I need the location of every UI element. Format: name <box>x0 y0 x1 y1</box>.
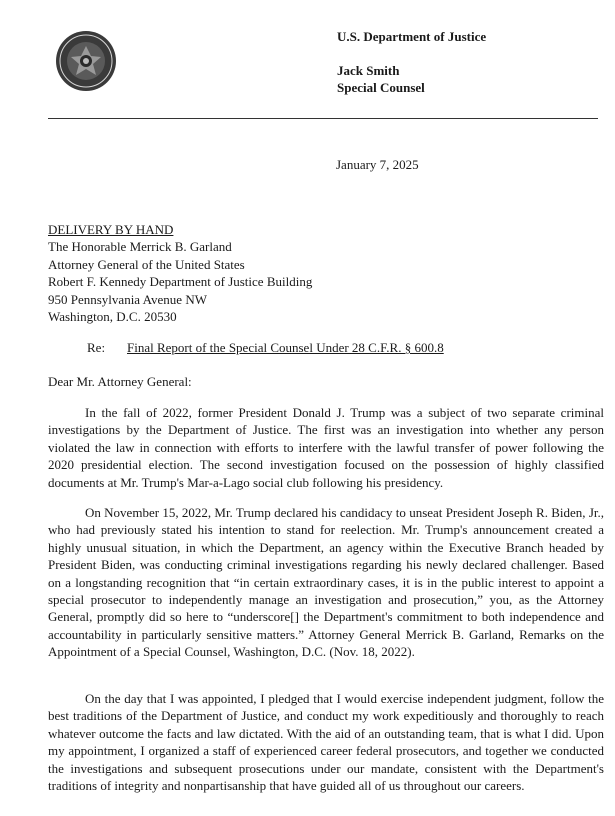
subject-line <box>87 340 444 356</box>
body-paragraph: In the fall of 2022, former President Donald J. Trump was a subject of two separate criminal investigations by the Department of Justice. The first was an investigation into whether any person violated the law in connection with efforts to interfere with the lawful transfer of power following the 2020 presidential election. The second investigation focused on the possession of highly classified documents at Mr. Trump's Mar-a-Lago social club following his presidency. <box>48 405 604 490</box>
address-line: The Honorable Merrick B. Garland <box>48 239 232 255</box>
letter-date: January 7, 2025 <box>336 157 419 172</box>
re-label: Re: <box>87 340 106 355</box>
address-line: 950 Pennsylvania Avenue NW <box>48 291 207 307</box>
sender-name: Jack Smith <box>337 63 400 78</box>
address-line: Robert F. Kennedy Department of Justice Building <box>48 274 313 290</box>
recipient-address <box>48 221 312 325</box>
re-subject: Final Report of the Special Counsel Under 28 C.F.R. § 600.8 <box>127 340 444 355</box>
department-name: U.S. Department of Justice <box>337 29 487 44</box>
body-paragraph: On the day that I was appointed, I pledged that I would exercise independent judgment, follow the best traditions of the Department of Justice, and conduct my work expeditiously and thoroughly to reach whatever outcome the facts and law dictated. With the aid of an outstanding team, that is what I did. Upon my appointment, I organized a staff of experienced career federal prosecutors, and together we conducted the investigations and subsequent prosecutions under our mandate, consistent with the Department's traditions of integrity and nonpartisanship that have guided all of us throughout our careers. <box>48 691 604 794</box>
salutation: Dear Mr. Attorney General: <box>48 374 192 389</box>
header-divider <box>48 118 598 119</box>
body-paragraph: On November 15, 2022, Mr. Trump declared his candidacy to unseat President Joseph R. Biden, Jr., who had previously stated his intention to stand for reelection. Mr. Trump's announcement created a highly unusual situation, in which the Department, an agency within the Executive Branch headed by President Biden, was conducting criminal investigations regarding his newly declared challenger. Based on a longstanding recognition that “in certain extraordinary cases, it is in the public interest to appoint a special prosecutor to independently manage an investigation and prosecution,” you, as the Attorney General, promptly did so here to “underscore[] the Department's commitment to both independence and accountability in particularly sensitive matters.” Attorney General Merrick B. Garland, Remarks on the Appointment of a Special Counsel, Washington, D.C. (Nov. 18, 2022). <box>48 505 604 660</box>
letterhead <box>337 28 486 96</box>
doj-seal-icon <box>55 30 117 92</box>
address-line: Washington, D.C. 20530 <box>48 309 177 325</box>
address-line: Attorney General of the United States <box>48 256 245 272</box>
sender-title: Special Counsel <box>337 80 425 95</box>
delivery-method: DELIVERY BY HAND <box>48 222 174 237</box>
